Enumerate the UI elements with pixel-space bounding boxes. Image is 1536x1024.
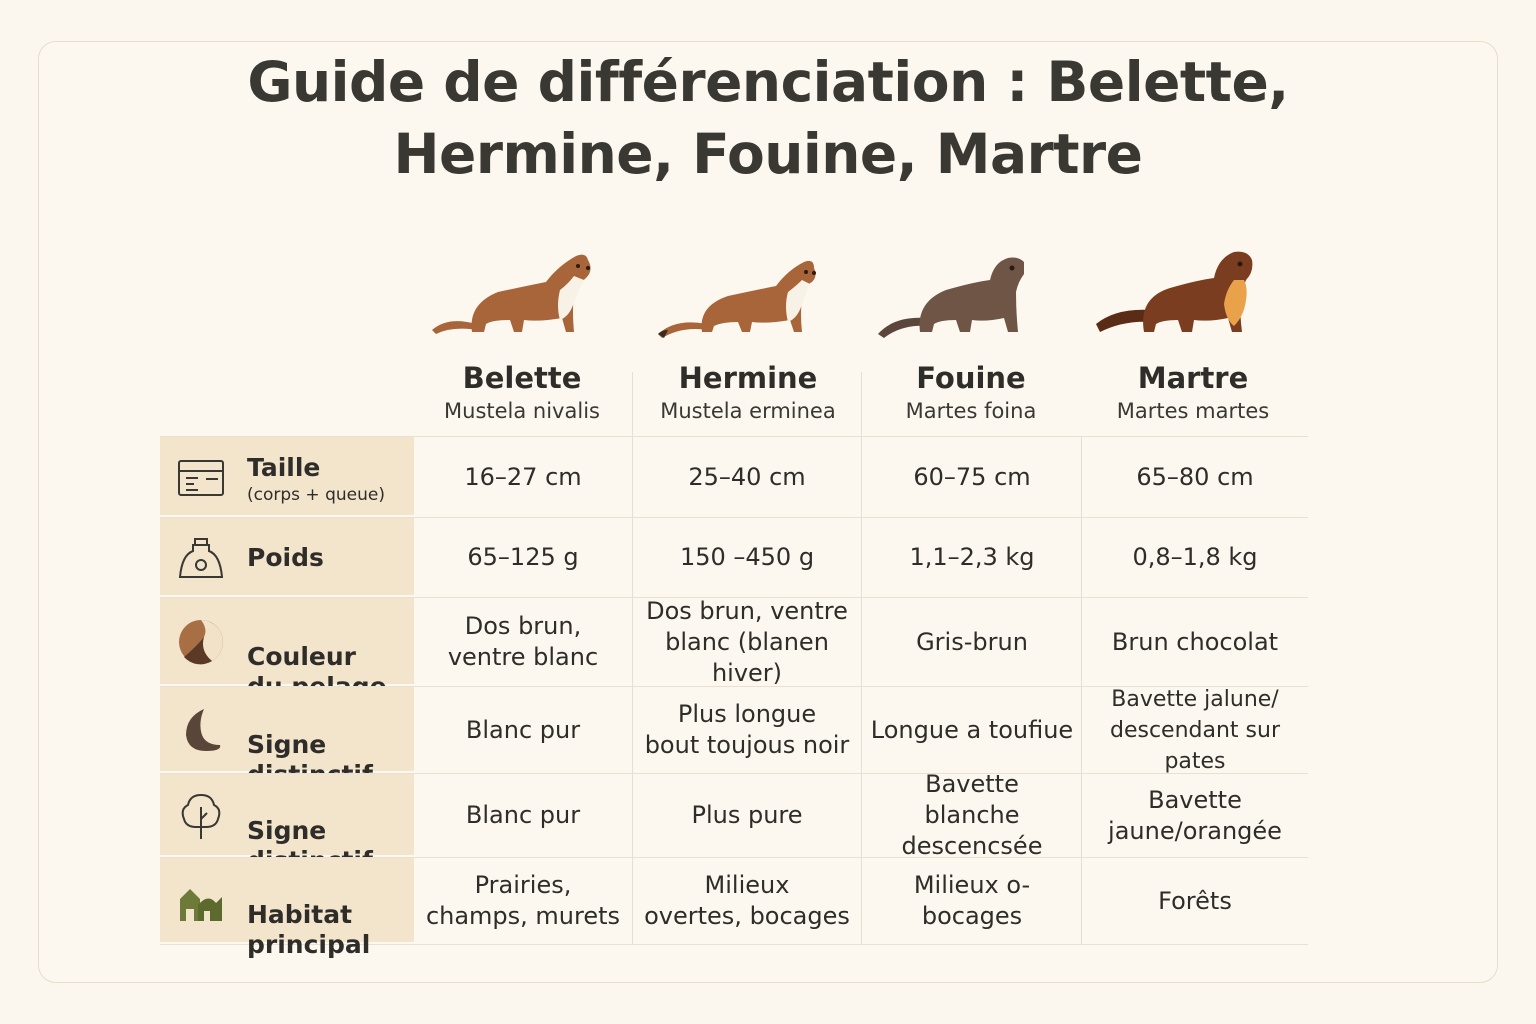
row-label-text: Poids xyxy=(247,543,324,572)
cell-value: Dos brun, ventre blanc xyxy=(447,612,599,671)
cell-value: Milieux overtes, bocages xyxy=(644,871,850,930)
species-latin-name: Martes foina xyxy=(905,399,1037,423)
row-label-text: Habitat principal xyxy=(247,900,371,959)
row-label xyxy=(247,543,324,573)
table-cell xyxy=(414,858,632,944)
cell-value: Blanc pur xyxy=(465,801,581,829)
table-cell xyxy=(414,518,632,597)
species-name: Fouine xyxy=(916,361,1026,395)
cell-value: 65–80 cm xyxy=(1136,462,1254,491)
table-cell xyxy=(414,774,632,857)
row-label xyxy=(247,453,385,507)
table-cell xyxy=(632,518,862,597)
table-cell xyxy=(1082,437,1308,517)
table-row-signe-distinctif-2 xyxy=(160,770,1308,860)
pine-marten-icon xyxy=(1094,246,1274,346)
table-cell xyxy=(632,598,862,686)
cell-value: Bavette jaune/orangée xyxy=(1108,785,1282,845)
animal-illustrations xyxy=(0,246,1536,346)
stone-marten-icon xyxy=(876,246,1056,346)
table-cell xyxy=(414,437,632,517)
cell-value: Milieux o- bocages xyxy=(913,871,1031,930)
table-cell xyxy=(1082,858,1308,944)
column-header-martre xyxy=(1083,360,1303,426)
cell-value: Bavette blanche descencsée xyxy=(901,770,1043,860)
row-sublabel: (corps + queue) xyxy=(247,485,385,505)
table-cell xyxy=(1082,687,1308,773)
row-header xyxy=(160,437,414,517)
table-cell xyxy=(862,598,1082,686)
column-header-belette xyxy=(412,360,632,426)
table-cell xyxy=(632,858,862,944)
table-cell xyxy=(632,437,862,517)
row-header xyxy=(160,858,414,959)
row-header xyxy=(160,687,414,773)
row-label-text: Couleur xyxy=(247,642,356,671)
column-header-fouine xyxy=(861,360,1081,426)
table-cell xyxy=(1082,598,1308,686)
cell-value: Bavette jalune/ descendant sur pates xyxy=(1110,686,1280,774)
cell-value: Longue a toufiue xyxy=(870,715,1074,744)
row-label-text: Taille xyxy=(247,453,321,482)
cell-value: 16–27 cm xyxy=(464,462,582,491)
table-cell xyxy=(1082,518,1308,597)
cell-value: 65–125 g xyxy=(467,543,579,571)
cell-value: 0,8–1,8 kg xyxy=(1132,543,1258,571)
stoat-icon xyxy=(656,246,836,346)
row-label-text: Signe xyxy=(247,730,327,759)
cell-value: Gris-brun xyxy=(916,627,1028,656)
row-header xyxy=(160,518,414,597)
habitat-icon xyxy=(176,877,226,927)
table-cell xyxy=(1082,774,1308,857)
column-header-hermine xyxy=(638,360,858,426)
ruler-icon xyxy=(176,453,226,503)
species-latin-name: Mustela nivalis xyxy=(444,399,600,423)
cell-value: Brun chocolat xyxy=(1111,627,1279,656)
table-cell xyxy=(862,770,1082,860)
row-header xyxy=(160,774,414,857)
weasel-icon xyxy=(428,246,608,346)
table-cell xyxy=(414,598,632,686)
table-row-poids xyxy=(160,517,1308,597)
cell-value: Blanc pur xyxy=(465,715,581,744)
tree-icon xyxy=(176,791,226,841)
cell-value: 60–75 cm xyxy=(913,462,1031,491)
row-label xyxy=(247,870,370,960)
tail-icon xyxy=(176,705,226,755)
table-cell xyxy=(862,687,1082,773)
table-cell xyxy=(862,437,1082,517)
table-row-habitat xyxy=(160,857,1308,959)
cell-value: 1,1–2,3 kg xyxy=(909,543,1035,571)
cell-value: Dos brun, ventre blanc (blanen hiver) xyxy=(646,596,848,687)
species-name: Belette xyxy=(462,361,582,395)
cell-value: Forêts xyxy=(1158,886,1232,915)
cell-value: Plus pure xyxy=(691,801,803,829)
table-cell xyxy=(632,687,862,773)
species-name: Hermine xyxy=(678,361,818,395)
table-cell xyxy=(862,518,1082,597)
row-header xyxy=(160,598,414,686)
table-row-couleur xyxy=(160,597,1308,686)
species-name: Martre xyxy=(1137,361,1249,395)
row-label-text: Signe xyxy=(247,816,327,845)
weight-icon xyxy=(176,533,226,583)
table-cell xyxy=(862,858,1082,944)
species-latin-name: Martes martes xyxy=(1116,399,1270,423)
table-cell xyxy=(632,774,862,857)
cell-value: 25–40 cm xyxy=(688,462,806,491)
fur-color-icon xyxy=(176,617,226,667)
table-row-taille xyxy=(160,436,1308,517)
cell-value: Prairies, champs, murets xyxy=(425,871,621,930)
title-line-2: Hermine, Fouine, Martre xyxy=(393,122,1143,186)
table-cell xyxy=(414,687,632,773)
species-latin-name: Mustela erminea xyxy=(660,399,836,423)
cell-value: 150 –450 g xyxy=(679,543,815,571)
title-line-1: Guide de différenciation : Belette, xyxy=(247,50,1289,114)
table-row-signe-distinctif xyxy=(160,686,1308,773)
page-title xyxy=(0,46,1536,190)
cell-value: Plus longue bout toujous noir xyxy=(644,700,850,759)
